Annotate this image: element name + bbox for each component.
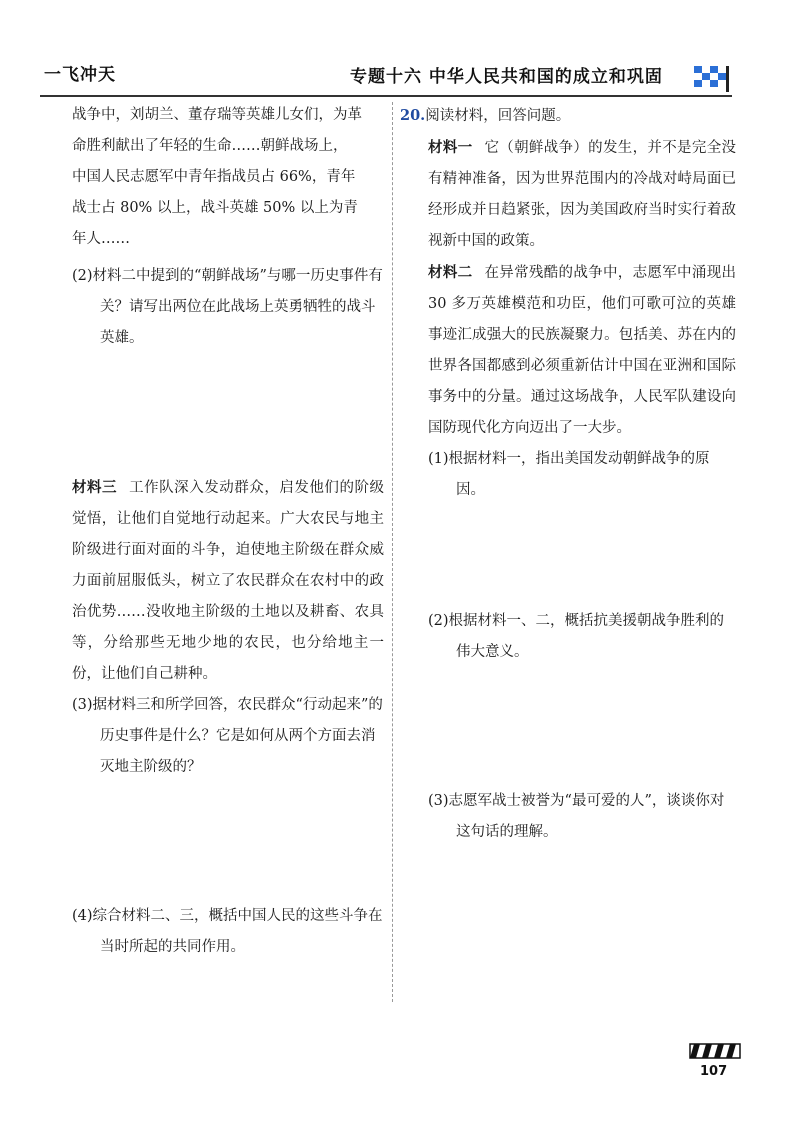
question-prompt: 阅读材料，回答问题。 — [425, 108, 571, 124]
page-number: 107 — [700, 1064, 728, 1079]
material-label: 材料二 — [428, 264, 473, 281]
answer-space — [400, 506, 736, 606]
material-1 — [400, 132, 736, 257]
answer-space — [72, 354, 384, 472]
column-divider — [392, 102, 393, 1002]
material-label: 材料三 — [72, 479, 118, 496]
clapperboard-icon — [688, 1040, 742, 1062]
material-text: 工作队深入发动群众，启发他们的阶级觉悟，让他们自觉地行动起来。广大农民与地主阶级进行面对面的斗争，迫使地主阶级在群众威力面前屈服低头，树立了农民群众在农村中的政治优势……没收地主阶级的土地以及耕畜、农具等，分给那些无地少地的农民，也分给地主一份，让他们自己耕种。 — [72, 480, 385, 682]
intro-line: 年人…… — [72, 231, 130, 247]
question-3-right: (3)志愿军战士被誉为“最可爱的人”，谈谈你对这句话的理解。 — [428, 793, 725, 840]
brand-logo: 一飞冲天 — [44, 65, 116, 85]
question-2-right: (2)根据材料一、二，概括抗美援朝战争胜利的伟大意义。 — [428, 613, 725, 660]
material-label: 材料一 — [428, 139, 473, 156]
left-column — [72, 100, 384, 963]
material-3 — [72, 472, 384, 690]
intro-line: 中国人民志愿军中青年指战员占 66%，青年 — [72, 169, 356, 185]
question-4-left: (4)综合材料二、三，概括中国人民的这些斗争在当时所起的共同作用。 — [72, 908, 383, 955]
answer-space — [72, 783, 384, 901]
intro-line: 命胜利献出了年轻的生命……朝鲜战场上， — [72, 138, 348, 154]
page-header — [0, 0, 800, 100]
intro-line: 战争中，刘胡兰、董存瑞等英雄儿女们，为革 — [72, 107, 362, 123]
answer-space — [400, 668, 736, 786]
question-20 — [400, 100, 736, 132]
material-text: 在异常残酷的战争中，志愿军中涌现出 30 多万英雄模范和功臣，他们可歌可泣的英雄事迹汇成强大的民族凝聚力。包括美、苏在内的世界各国都感到必须重新估计中国在亚洲和国际事务中的分量。通过这场战争，人民军队建设向国防现代化方向迈出了一大步。 — [428, 265, 737, 436]
question-2-left: (2)材料二中提到的“朝鲜战场”与哪一历史事件有关？请写出两位在此战场上英勇牺牲的战斗英雄。 — [72, 268, 383, 346]
material-2 — [400, 257, 736, 444]
question-1-right: (1)根据材料一，指出美国发动朝鲜战争的原因。 — [428, 451, 710, 498]
chapter-title: 专题十六 中华人民共和国的成立和巩固 — [350, 67, 663, 87]
checkered-flag-icon — [690, 60, 734, 94]
intro-line: 战士占 80% 以上，战斗英雄 50% 以上为青 — [72, 200, 358, 216]
question-number: 20. — [400, 107, 426, 124]
material-text: 它（朝鲜战争）的发生，并不是完全没有精神准备，因为世界范围内的冷战对峙局面已经形成并日趋紧张，因为美国政府当时实行着敌视新中国的政策。 — [428, 140, 737, 249]
question-3-left: (3)据材料三和所学回答，农民群众“行动起来”的历史事件是什么？它是如何从两个方面去消灭地主阶级的？ — [72, 697, 383, 775]
header-rule — [40, 95, 732, 97]
right-column — [400, 100, 736, 848]
